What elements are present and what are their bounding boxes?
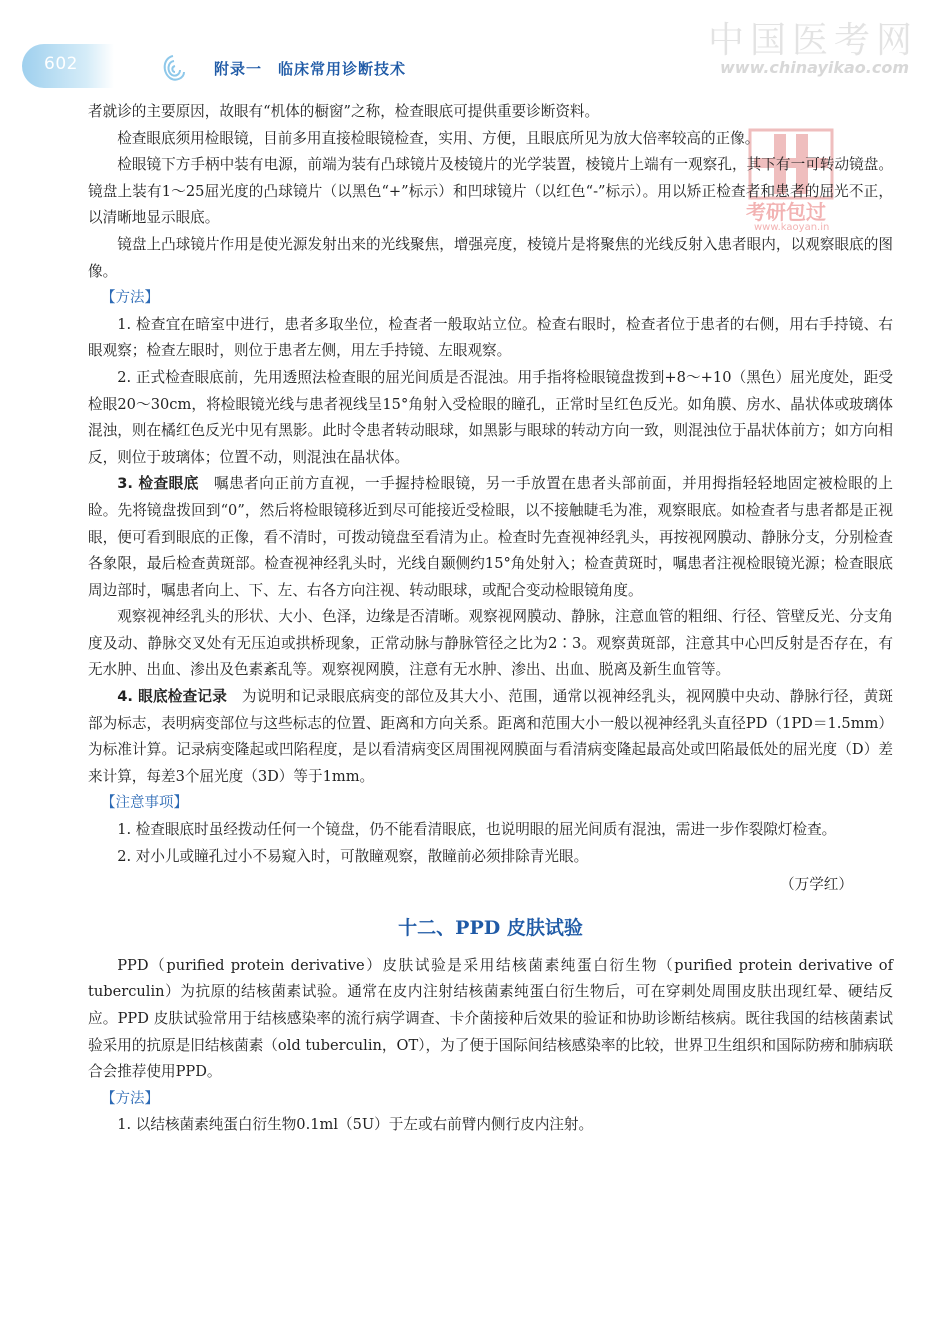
method-step: 观察视神经乳头的形状、大小、色泽，边缘是否清晰。观察视网膜动、静脉，注意血管的粗细、行径、管壁反光、分支角度及动、静脉交叉处有无压迫或拱桥现象，正常动脉与静脉管径之比为2∶3。观察黄斑部，注意其中心凹反射是否存在，有无水肿、出血、渗出及色素紊乱等。观察视网膜，注意有无水肿、渗出、出血、脱离及新生血管等。 (88, 608, 893, 679)
method-step: 2. 正式检查眼底前，先用透照法检查眼的屈光间质是否混浊。用手指将检眼镜盘拨到+8～+10（黑色）屈光度处，距受检眼20～30cm，将检眼镜光线与患者视线呈15°角射入受检眼的瞳孔，正常时呈红色反光。如角膜、房水、晶状体或玻璃体混浊，则在橘红色反光中见有黑影。此时令患者转动眼球，如黑影与眼球的转动方向一致，则混浊位于晶状体前方；如方向相反，则位于玻璃体；位置不动，则混浊在晶状体。 (88, 368, 893, 466)
step-lead: 4. 眼底检查记录 (117, 688, 228, 706)
method-step (88, 684, 893, 790)
step-text: 为说明和记录眼底病变的部位及其大小、范围，通常以视神经乳头，视网膜中央动、静脉行径，黄斑部为标志，表明病变部位与这些标志的位置、距离和方向关系。距离和范围大小一般以视神经乳头直径PD（1PD＝1.5mm）为标准计算。记录病变隆起或凹陷程度，是以看清病变区周围视网膜面与看清病变隆起最高处或凹陷最低处的屈光度（D）差来计算，每差3个屈光度（3D）等于1mm。 (88, 688, 893, 785)
author-signature: （万学红） (780, 876, 853, 894)
paragraph: PPD（purified protein derivative）皮肤试验是采用结核菌素纯蛋白衍生物（purified protein derivative of tuberculin）为抗原的结核菌素试验。通常在皮内注射结核菌素纯蛋白衍生物后，可在穿刺处周围皮肤出现红晕、硬结反应。PPD 皮肤试验常用于结核感染率的流行病学调查、卡介菌接种后效果的验证和协助诊断结核病。既往我国的结核菌素试验采用的抗原是旧结核菌素（old tuberculin，OT），为了便于国际间结核感染率的比较，世界卫生组织和国际防痨和肺病联合会推荐使用PPD。 (88, 956, 893, 1081)
section-title: 十二、PPD 皮肤试验 (398, 916, 583, 939)
method-step: 1. 以结核菌素纯蛋白衍生物0.1ml（5U）于左或右前臂内侧行皮内注射。 (117, 1116, 594, 1134)
method-step (88, 471, 893, 604)
page-header (0, 0, 950, 95)
method-step: 1. 检查宜在暗室中进行，患者多取坐位，检查者一般取站立位。检查右眼时，检查者位于患者的右侧，用右手持镜、右眼观察；检查左眼时，则位于患者左侧，用左手持镜、左眼观察。 (88, 315, 893, 360)
paragraph: 检眼镜下方手柄中装有电源，前端为装有凸球镜片及棱镜片的光学装置，棱镜片上端有一观察孔，其下有一可转动镜盘。镜盘上装有1～25屈光度的凸球镜片（以黑色“+”标示）和凹球镜片（以红色“-”标示）。用以矫正检查者和患者的屈光不正，以清晰地显示眼底。 (88, 156, 893, 227)
step-text: 嘱患者向正前方直视，一手握持检眼镜，另一手放置在患者头部前面，并用拇指轻轻地固定被检眼的上睑。先将镜盘拨回到“0”，然后将检眼镜移近到尽可能接近受检眼，以不接触睫毛为准，观察眼底。如检查者与患者都是正视眼，便可看到眼底的正像，看不清时，可拨动镜盘至看清为止。检查时先查视神经乳头，再按视网膜动、静脉分支，分别检查各象限，最后检查黄斑部。检查视神经乳头时，光线自颞侧约15°角处射入；检查黄斑时，嘱患者注视检眼镜光源；检查眼底周边部时，嘱患者向上、下、左、右各方向注视、转动眼球，或配合变动检眼镜角度。 (88, 475, 893, 599)
paragraph: 镜盘上凸球镜片作用是使光源发射出来的光线聚焦，增强亮度，棱镜片是将聚焦的光线反射入患者眼内，以观察眼底的图像。 (88, 235, 893, 280)
swirl-logo-icon (158, 52, 188, 84)
step-lead: 3. 检查眼底 (117, 475, 199, 493)
page-body (88, 99, 893, 1139)
method-heading: 【方法】 (101, 290, 160, 307)
note-item: 2. 对小儿或瞳孔过小不易窥入时，可散瞳观察，散瞳前必须排除青光眼。 (117, 847, 589, 865)
watermark-url: www.chinayikao.com (720, 58, 910, 77)
watermark-site: www.kaoyan.in (754, 222, 830, 233)
running-title: 附录一 临床常用诊断技术 (214, 60, 407, 78)
page-number: 602 (44, 54, 78, 74)
note-item: 1. 检查眼底时虽经拨动任何一个镜盘，仍不能看清眼底，也说明眼的屈光间质有混浊，需进一步作裂隙灯检查。 (117, 821, 837, 839)
notes-heading: 【注意事项】 (101, 795, 189, 812)
method-heading: 【方法】 (101, 1090, 160, 1107)
paragraph: 检查眼底须用检眼镜，目前多用直接检眼镜检查，实用、方便，且眼底所见为放大倍率较高的正像。 (117, 129, 760, 147)
watermark-logo: 中国医考网 (708, 20, 919, 61)
paragraph: 者就诊的主要原因，故眼有“机体的橱窗”之称，检查眼底可提供重要诊断资料。 (88, 103, 600, 120)
watermark-brand: 考研包过 (746, 200, 826, 224)
